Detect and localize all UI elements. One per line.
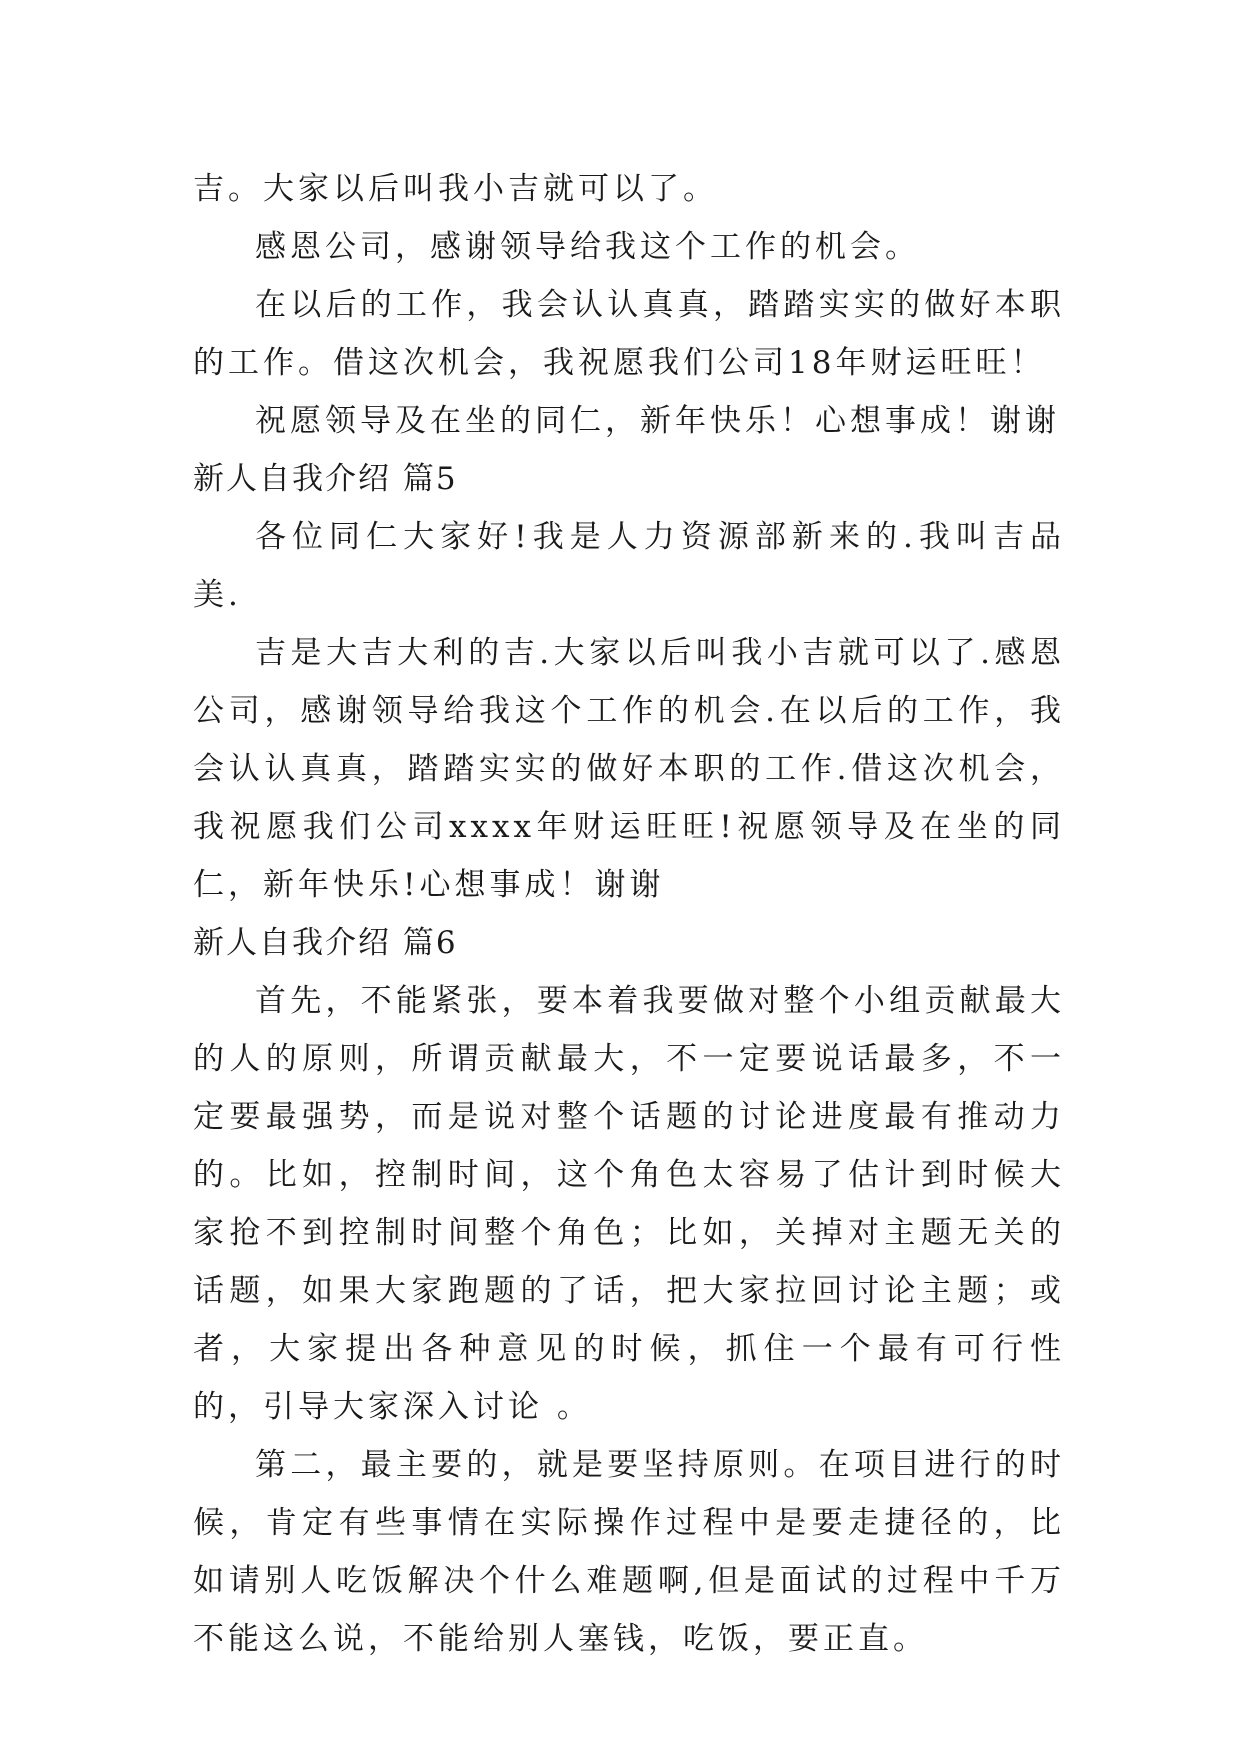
paragraph: 感恩公司，感谢领导给我这个工作的机会。 [255,229,920,265]
paragraph: 各位同仁大家好!我是人力资源部新来的.我叫吉品美. [193,519,1065,613]
paragraph: 第二，最主要的，就是要坚持原则。在项目进行的时候，肯定有些事情在实际操作过程中是要走捷径的，比如请别人吃饭解决个什么难题啊,但是面试的过程中千万不能这么说，不能给别人塞钱，吃饭，要正直。 [193,1447,1065,1657]
document-body [193,160,1065,1668]
section-heading-5: 新人自我介绍 篇5 [193,461,458,497]
paragraph: 吉。大家以后叫我小吉就可以了。 [193,171,718,207]
section-heading-6: 新人自我介绍 篇6 [193,925,458,961]
paragraph: 首先，不能紧张，要本着我要做对整个小组贡献最大的人的原则，所谓贡献最大，不一定要说话最多，不一定要最强势，而是说对整个话题的讨论进度最有推动力的。比如，控制时间，这个角色太容易了估计到时候大家抢不到控制时间整个角色；比如，关掉对主题无关的话题，如果大家跑题的了话，把大家拉回讨论主题；或者，大家提出各种意见的时候，抓住一个最有可行性的，引导大家深入讨论 。 [193,983,1065,1425]
paragraph: 在以后的工作，我会认认真真，踏踏实实的做好本职的工作。借这次机会，我祝愿我们公司18年财运旺旺！ [193,287,1065,381]
paragraph: 吉是大吉大利的吉.大家以后叫我小吉就可以了.感恩公司，感谢领导给我这个工作的机会.在以后的工作，我会认认真真，踏踏实实的做好本职的工作.借这次机会，我祝愿我们公司xxxx年财运旺旺!祝愿领导及在坐的同仁，新年快乐!心想事成！谢谢 [193,635,1065,903]
paragraph: 祝愿领导及在坐的同仁，新年快乐！心想事成！谢谢 [255,403,1060,439]
